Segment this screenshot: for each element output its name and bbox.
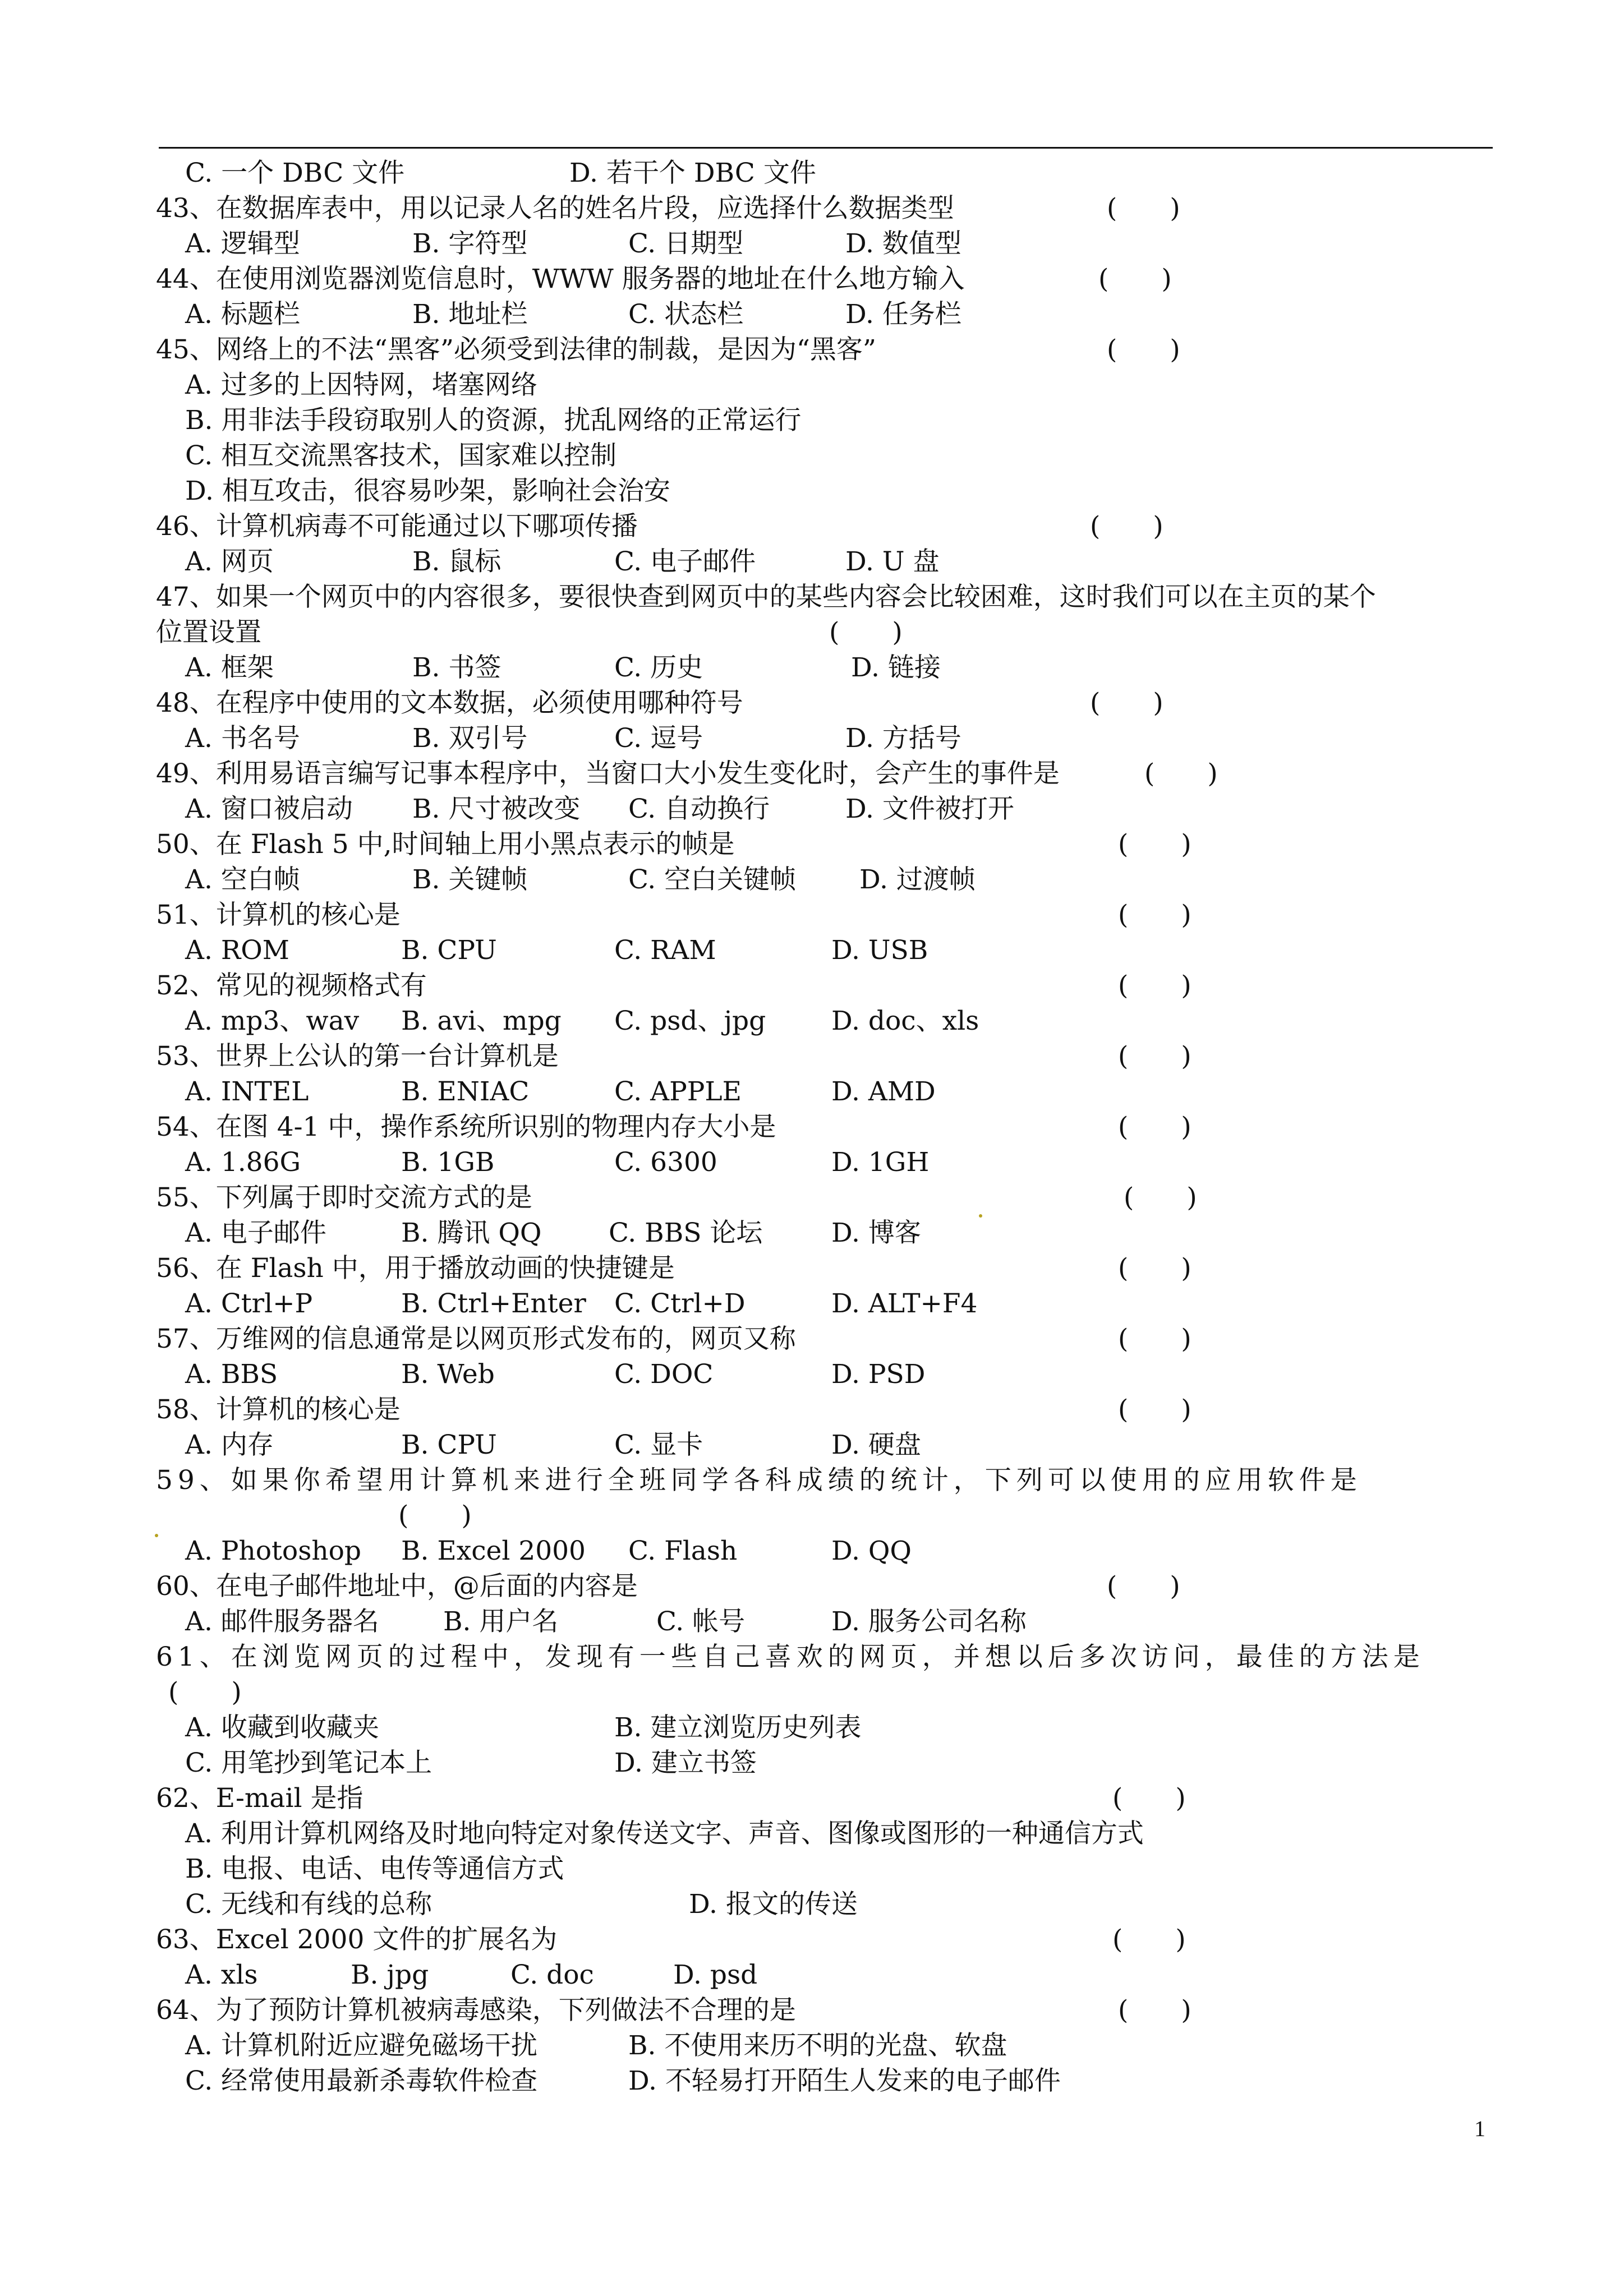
question-52: 52、常见的视频格式有: [156, 970, 427, 1001]
q48-option-b: B. 双引号: [412, 723, 528, 754]
q46-option-d: D. U 盘: [845, 546, 940, 577]
q62-option-a: A. 利用计算机网络及时地向特定对象传送文字、声音、图像或图形的一种通信方式: [185, 1818, 1144, 1849]
q52-option-c: C. psd、jpg: [614, 1006, 766, 1036]
answer-blank-45: ( ): [1107, 334, 1180, 365]
answer-blank-46: ( ): [1090, 511, 1163, 542]
q54-option-a: A. 1.86G: [185, 1147, 301, 1178]
q60-option-b: B. 用户名: [443, 1606, 559, 1637]
q55-option-b: B. 腾讯 QQ: [401, 1218, 542, 1248]
q53-option-a: A. INTEL: [185, 1076, 309, 1107]
answer-blank-62: ( ): [1112, 1783, 1186, 1814]
q59-option-a: A. Photoshop: [185, 1536, 361, 1566]
q59-option-d: D. QQ: [831, 1536, 912, 1566]
q64-option-c: C. 经常使用最新杀毒软件检查: [185, 2066, 538, 2096]
question-49: 49、利用易语言编写记事本程序中，当窗口大小发生变化时，会产生的事件是: [156, 758, 1060, 789]
q45-option-b: B. 用非法手段窃取别人的资源，扰乱网络的正常运行: [185, 405, 802, 436]
question-54: 54、在图 4-1 中，操作系统所识别的物理内存大小是: [156, 1112, 776, 1142]
scan-speck: [155, 1534, 158, 1537]
question-60: 60、在电子邮件地址中，@后面的内容是: [156, 1571, 638, 1602]
q53-option-b: B. ENIAC: [401, 1076, 530, 1107]
answer-blank-48: ( ): [1090, 688, 1163, 718]
q46-option-b: B. 鼠标: [412, 546, 502, 577]
answer-blank-61: ( ): [168, 1677, 242, 1708]
q64-option-b: B. 不使用来历不明的光盘、软盘: [628, 2030, 1007, 2061]
q43-option-d: D. 数值型: [845, 228, 961, 259]
answer-blank-47: ( ): [829, 617, 903, 648]
answer-blank-53: ( ): [1118, 1041, 1191, 1072]
q43-option-c: C. 日期型: [628, 228, 744, 259]
q44-option-a: A. 标题栏: [185, 299, 300, 330]
q45-option-c: C. 相互交流黑客技术，国家难以控制: [185, 440, 617, 471]
question-43: 43、在数据库表中，用以记录人名的姓名片段，应选择什么数据类型: [156, 193, 954, 224]
q49-option-c: C. 自动换行: [628, 794, 770, 824]
q43-option-b: B. 字符型: [412, 228, 528, 259]
question-63: 63、Excel 2000 文件的扩展名为: [156, 1924, 558, 1955]
q62-option-c: C. 无线和有线的总称: [185, 1889, 433, 1920]
q59-option-c: C. Flash: [628, 1536, 738, 1566]
q52-option-b: B. avi、mpg: [401, 1006, 562, 1036]
q57-option-c: C. DOC: [614, 1359, 714, 1390]
q45-option-d: D. 相互攻击，很容易吵架，影响社会治安: [185, 476, 670, 506]
q56-option-a: A. Ctrl+P: [185, 1288, 313, 1319]
q45-option-a: A. 过多的上因特网，堵塞网络: [185, 370, 537, 400]
q61-option-c: C. 用笔抄到笔记本上: [185, 1748, 433, 1778]
q47-option-c: C. 历史: [614, 652, 703, 683]
answer-blank-54: ( ): [1118, 1112, 1191, 1142]
question-61: 61、在浏览网页的过程中，发现有一些自己喜欢的网页，并想以后多次访问，最佳的方法是: [156, 1642, 1425, 1672]
q47-option-a: A. 框架: [185, 652, 274, 683]
q43-option-a: A. 逻辑型: [185, 228, 300, 259]
q53-option-c: C. APPLE: [614, 1076, 742, 1107]
question-44: 44、在使用浏览器浏览信息时，WWW 服务器的地址在什么地方输入: [156, 264, 965, 294]
question-55: 55、下列属于即时交流方式的是: [156, 1182, 532, 1213]
q63-option-d: D. psd: [673, 1960, 758, 1990]
question-46: 46、计算机病毒不可能通过以下哪项传播: [156, 511, 638, 542]
q58-option-a: A. 内存: [185, 1430, 274, 1460]
q57-option-a: A. BBS: [185, 1359, 278, 1390]
q44-option-b: B. 地址栏: [412, 299, 528, 330]
question-59: 59、如果你希望用计算机来进行全班同学各科成绩的统计，下列可以使用的应用软件是: [156, 1465, 1362, 1496]
q50-option-a: A. 空白帧: [185, 864, 300, 895]
q47-option-d: D. 链接: [851, 652, 941, 683]
q61-option-a: A. 收藏到收藏夹: [185, 1712, 379, 1743]
q54-option-b: B. 1GB: [401, 1147, 495, 1178]
answer-blank-44: ( ): [1098, 264, 1172, 294]
q48-option-d: D. 方括号: [845, 723, 961, 754]
question-58: 58、计算机的核心是: [156, 1394, 401, 1425]
answer-blank-57: ( ): [1118, 1324, 1191, 1354]
q58-option-b: B. CPU: [401, 1430, 497, 1460]
q56-option-c: C. Ctrl+D: [614, 1288, 746, 1319]
answer-blank-56: ( ): [1118, 1253, 1191, 1284]
answer-blank-55: ( ): [1124, 1182, 1197, 1213]
q51-option-a: A. ROM: [185, 935, 289, 966]
q49-option-a: A. 窗口被启动: [185, 794, 353, 824]
q58-option-c: C. 显卡: [614, 1430, 703, 1460]
q59-option-b: B. Excel 2000: [401, 1536, 586, 1566]
question-47: 47、如果一个网页中的内容很多，要很快查到网页中的某些内容会比较困难，这时我们可以在主页的某个: [156, 582, 1376, 612]
question-56: 56、在 Flash 中，用于播放动画的快捷键是: [156, 1253, 675, 1284]
page-number: 1: [1474, 2116, 1485, 2141]
q56-option-d: D. ALT+F4: [831, 1288, 978, 1319]
q61-option-b: B. 建立浏览历史列表: [614, 1712, 862, 1743]
q64-option-a: A. 计算机附近应避免磁场干扰: [185, 2030, 537, 2061]
q49-option-d: D. 文件被打开: [845, 794, 1014, 824]
q58-option-d: D. 硬盘: [831, 1430, 921, 1460]
question-57: 57、万维网的信息通常是以网页形式发布的，网页又称: [156, 1324, 796, 1354]
q63-option-b: B. jpg: [351, 1960, 429, 1990]
q61-option-d: D. 建立书签: [614, 1748, 757, 1778]
question-48: 48、在程序中使用的文本数据，必须使用哪种符号: [156, 688, 743, 718]
q51-option-c: C. RAM: [614, 935, 716, 966]
q57-option-d: D. PSD: [831, 1359, 926, 1390]
question-64: 64、为了预防计算机被病毒感染，下列做法不合理的是: [156, 1995, 796, 2026]
question-51: 51、计算机的核心是: [156, 900, 401, 930]
answer-blank-50: ( ): [1118, 829, 1191, 860]
q50-option-d: D. 过渡帧: [859, 864, 976, 895]
q51-option-b: B. CPU: [401, 935, 497, 966]
q52-option-a: A. mp3、wav: [185, 1006, 360, 1036]
q46-option-c: C. 电子邮件: [614, 546, 756, 577]
q51-option-d: D. USB: [831, 935, 928, 966]
answer-blank-43: ( ): [1107, 193, 1180, 224]
answer-blank-49: ( ): [1144, 758, 1218, 789]
q60-option-c: C. 帐号: [656, 1606, 746, 1637]
question-62: 62、E-mail 是指: [156, 1783, 364, 1814]
q56-option-b: B. Ctrl+Enter: [401, 1288, 586, 1319]
q47-option-b: B. 书签: [412, 652, 502, 683]
q44-option-c: C. 状态栏: [628, 299, 744, 330]
question-50: 50、在 Flash 5 中,时间轴上用小黑点表示的帧是: [156, 829, 735, 860]
q53-option-d: D. AMD: [831, 1076, 936, 1107]
q60-option-a: A. 邮件服务器名: [185, 1606, 379, 1637]
q54-option-c: C. 6300: [614, 1147, 717, 1178]
q50-option-c: C. 空白关键帧: [628, 864, 797, 895]
q62-option-b: B. 电报、电话、电传等通信方式: [185, 1854, 564, 1884]
q57-option-b: B. Web: [401, 1359, 495, 1390]
q50-option-b: B. 关键帧: [412, 864, 528, 895]
q44-option-d: D. 任务栏: [845, 299, 961, 330]
q42-option-c: C. 一个 DBC 文件: [185, 158, 405, 188]
q48-option-a: A. 书名号: [185, 723, 300, 754]
q49-option-b: B. 尺寸被改变: [412, 794, 581, 824]
answer-blank-51: ( ): [1118, 900, 1191, 930]
header-rule: [159, 147, 1493, 149]
q55-option-c: C. BBS 论坛: [609, 1218, 763, 1248]
q64-option-d: D. 不轻易打开陌生人发来的电子邮件: [628, 2066, 1061, 2096]
q42-option-d: D. 若干个 DBC 文件: [569, 158, 816, 188]
answer-blank-52: ( ): [1118, 970, 1191, 1001]
answer-blank-64: ( ): [1118, 1995, 1191, 2026]
question-45: 45、网络上的不法“黑客”必须受到法律的制裁，是因为“黑客”: [156, 334, 876, 365]
q60-option-d: D. 服务公司名称: [831, 1606, 1027, 1637]
scan-speck: [979, 1214, 982, 1218]
answer-blank-58: ( ): [1118, 1394, 1191, 1425]
answer-blank-59: ( ): [398, 1500, 472, 1531]
q55-option-a: A. 电子邮件: [185, 1218, 326, 1248]
q62-option-d: D. 报文的传送: [689, 1889, 858, 1920]
question-47-line-2: 位置设置: [156, 617, 261, 648]
q63-option-a: A. xls: [185, 1960, 258, 1990]
q63-option-c: C. doc: [510, 1960, 594, 1990]
q55-option-d: D. 博客: [831, 1218, 921, 1248]
answer-blank-63: ( ): [1112, 1924, 1186, 1955]
answer-blank-60: ( ): [1107, 1571, 1180, 1602]
q46-option-a: A. 网页: [185, 546, 274, 577]
q54-option-d: D. 1GH: [831, 1147, 930, 1178]
question-53: 53、世界上公认的第一台计算机是: [156, 1041, 559, 1072]
q52-option-d: D. doc、xls: [831, 1006, 979, 1036]
q48-option-c: C. 逗号: [614, 723, 703, 754]
